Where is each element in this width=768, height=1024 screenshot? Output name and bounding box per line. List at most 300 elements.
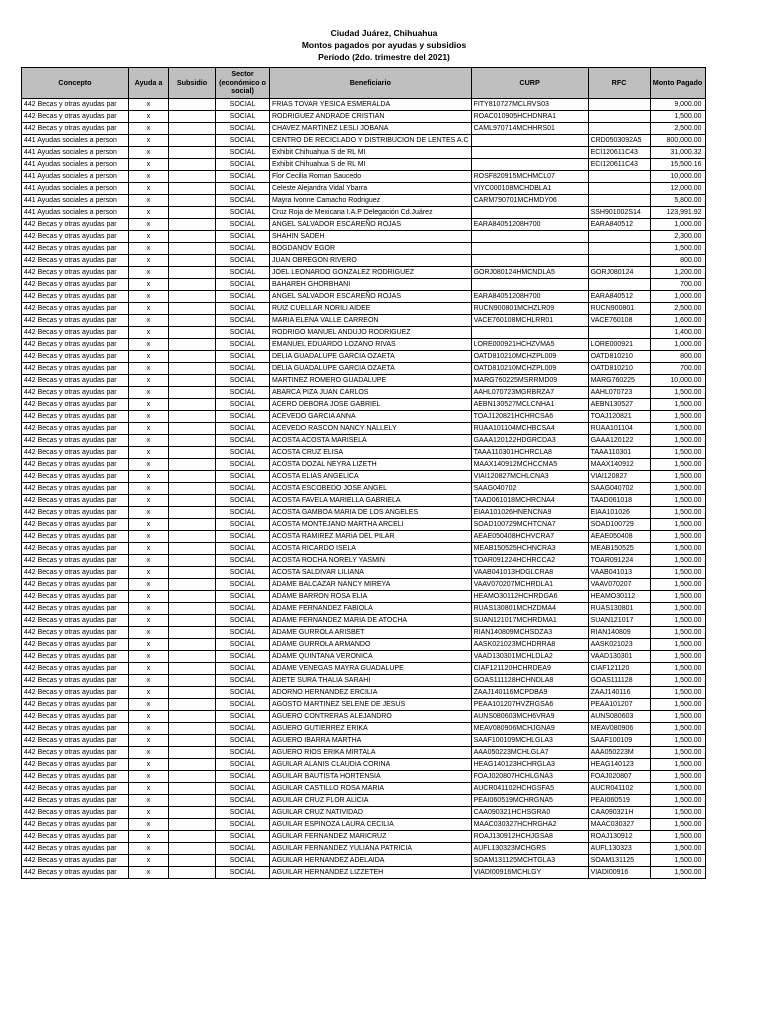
monto-cell: 5,800.00 xyxy=(650,195,705,207)
monto-cell: 700.00 xyxy=(650,279,705,291)
sector-cell: SOCIAL xyxy=(216,699,270,711)
sector-cell: SOCIAL xyxy=(216,231,270,243)
curp-cell xyxy=(471,243,588,255)
table-row xyxy=(22,423,706,435)
ayuda-cell: x xyxy=(129,663,169,675)
rfc-cell: CRD0503092A5 xyxy=(588,135,650,147)
sector-cell: SOCIAL xyxy=(216,243,270,255)
ayuda-cell: x xyxy=(129,435,169,447)
subsidio-cell xyxy=(169,603,216,615)
curp-cell: GOAS111128HCHNDLA8 xyxy=(471,675,588,687)
column-header-beneficiario: Beneficiario xyxy=(270,68,472,99)
concepto-cell: 442 Becas y otras ayudas par xyxy=(22,507,129,519)
rfc-cell: SOAD100729 xyxy=(588,519,650,531)
table-row xyxy=(22,567,706,579)
subsidio-cell xyxy=(169,279,216,291)
concepto-cell: 442 Becas y otras ayudas par xyxy=(22,243,129,255)
table-row xyxy=(22,111,706,123)
subsidio-cell xyxy=(169,687,216,699)
table-row xyxy=(22,303,706,315)
table-row xyxy=(22,99,706,111)
subsidio-cell xyxy=(169,291,216,303)
beneficiario-cell: ACEVEDO RASCON NANCY NALLELY xyxy=(270,423,472,435)
ayuda-cell: x xyxy=(129,651,169,663)
curp-cell: AUCR041102HCHGSFA5 xyxy=(471,783,588,795)
ayuda-cell: x xyxy=(129,867,169,879)
subsidio-cell xyxy=(169,843,216,855)
curp-cell: AEBN130527MCLCNHA1 xyxy=(471,399,588,411)
ayuda-cell: x xyxy=(129,267,169,279)
rfc-cell xyxy=(588,171,650,183)
curp-cell: SOAD100729MCHTCNA7 xyxy=(471,519,588,531)
subsidio-cell xyxy=(169,579,216,591)
subsidio-cell xyxy=(169,519,216,531)
concepto-cell: 442 Becas y otras ayudas par xyxy=(22,375,129,387)
sector-cell: SOCIAL xyxy=(216,183,270,195)
curp-cell: EARA84051208H700 xyxy=(471,219,588,231)
beneficiario-cell: DELIA GUADALUPE GARCIA OZAETA xyxy=(270,351,472,363)
monto-cell: 123,991.92 xyxy=(650,207,705,219)
monto-cell: 1,500.00 xyxy=(650,747,705,759)
ayuda-cell: x xyxy=(129,219,169,231)
beneficiario-cell: AGUILAR ESPINOZA LAURA CECILIA xyxy=(270,819,472,831)
subsidio-cell xyxy=(169,447,216,459)
sector-cell: SOCIAL xyxy=(216,279,270,291)
sector-cell: SOCIAL xyxy=(216,207,270,219)
table-row xyxy=(22,339,706,351)
beneficiario-cell: RODRIGUEZ ANDRADE CRISTIAN xyxy=(270,111,472,123)
beneficiario-cell: ADAME FERNANDEZ MARIA DE ATOCHA xyxy=(270,615,472,627)
rfc-cell: MAAX140912 xyxy=(588,459,650,471)
ayuda-cell: x xyxy=(129,795,169,807)
concepto-cell: 442 Becas y otras ayudas par xyxy=(22,123,129,135)
beneficiario-cell: AGUILAR HERNANDEZ ADELAIDA xyxy=(270,855,472,867)
ayuda-cell: x xyxy=(129,147,169,159)
table-row xyxy=(22,603,706,615)
sector-cell: SOCIAL xyxy=(216,723,270,735)
ayuda-cell: x xyxy=(129,351,169,363)
sector-cell: SOCIAL xyxy=(216,579,270,591)
table-row xyxy=(22,687,706,699)
monto-cell: 1,500.00 xyxy=(650,495,705,507)
subsidio-cell xyxy=(169,867,216,879)
subsidio-cell xyxy=(169,207,216,219)
concepto-cell: 442 Becas y otras ayudas par xyxy=(22,711,129,723)
concepto-cell: 442 Becas y otras ayudas par xyxy=(22,555,129,567)
subsidio-cell xyxy=(169,123,216,135)
ayuda-cell: x xyxy=(129,399,169,411)
sector-cell: SOCIAL xyxy=(216,627,270,639)
curp-cell: RIAN140809MCHSDZA3 xyxy=(471,627,588,639)
subsidio-cell xyxy=(169,711,216,723)
ayuda-cell: x xyxy=(129,195,169,207)
monto-cell: 1,500.00 xyxy=(650,579,705,591)
monto-cell: 1,500.00 xyxy=(650,831,705,843)
concepto-cell: 441 Ayudas sociales a person xyxy=(22,147,129,159)
beneficiario-cell: ACEVEDO GARCIA ANNA xyxy=(270,411,472,423)
monto-cell: 2,500.00 xyxy=(650,303,705,315)
concepto-cell: 442 Becas y otras ayudas par xyxy=(22,747,129,759)
monto-cell: 10,000.00 xyxy=(650,171,705,183)
rfc-cell: VIADI00916 xyxy=(588,867,650,879)
ayuda-cell: x xyxy=(129,483,169,495)
monto-cell: 1,000.00 xyxy=(650,219,705,231)
sector-cell: SOCIAL xyxy=(216,735,270,747)
sector-cell: SOCIAL xyxy=(216,435,270,447)
sector-cell: SOCIAL xyxy=(216,159,270,171)
beneficiario-cell: ADORNO HERNANDEZ ERCILIA xyxy=(270,687,472,699)
ayuda-cell: x xyxy=(129,819,169,831)
monto-cell: 1,500.00 xyxy=(650,567,705,579)
rfc-cell xyxy=(588,111,650,123)
monto-cell: 1,000.00 xyxy=(650,291,705,303)
rfc-cell: SSH901002S14 xyxy=(588,207,650,219)
ayuda-cell: x xyxy=(129,603,169,615)
concepto-cell: 442 Becas y otras ayudas par xyxy=(22,771,129,783)
rfc-cell: OATD810210 xyxy=(588,363,650,375)
beneficiario-cell: Mayra Ivonne Camacho Rodriguez xyxy=(270,195,472,207)
curp-cell: VIYC000108MCHDBLA1 xyxy=(471,183,588,195)
monto-cell: 800.00 xyxy=(650,351,705,363)
sector-cell: SOCIAL xyxy=(216,831,270,843)
monto-cell: 1,500.00 xyxy=(650,627,705,639)
beneficiario-cell: AGUERO IBARRA MARTHA xyxy=(270,735,472,747)
rfc-cell: TOAR091224 xyxy=(588,555,650,567)
ayuda-cell: x xyxy=(129,291,169,303)
subsidio-cell xyxy=(169,387,216,399)
ayuda-cell: x xyxy=(129,555,169,567)
sector-cell: SOCIAL xyxy=(216,219,270,231)
concepto-cell: 442 Becas y otras ayudas par xyxy=(22,231,129,243)
ayuda-cell: x xyxy=(129,579,169,591)
concepto-cell: 442 Becas y otras ayudas par xyxy=(22,579,129,591)
sector-cell: SOCIAL xyxy=(216,819,270,831)
table-row xyxy=(22,195,706,207)
concepto-cell: 442 Becas y otras ayudas par xyxy=(22,315,129,327)
concepto-cell: 442 Becas y otras ayudas par xyxy=(22,459,129,471)
curp-cell: VACE760108MCHLRR01 xyxy=(471,315,588,327)
ayuda-cell: x xyxy=(129,711,169,723)
table-row xyxy=(22,531,706,543)
sector-cell: SOCIAL xyxy=(216,771,270,783)
table-row xyxy=(22,267,706,279)
curp-cell: TOAR091224HCHRCCA2 xyxy=(471,555,588,567)
beneficiario-cell: ANGEL SALVADOR ESCAREÑO ROJAS xyxy=(270,291,472,303)
monto-cell: 1,500.00 xyxy=(650,483,705,495)
table-row xyxy=(22,771,706,783)
table-row xyxy=(22,555,706,567)
monto-cell: 1,400.00 xyxy=(650,327,705,339)
subsidio-cell xyxy=(169,231,216,243)
subsidio-cell xyxy=(169,327,216,339)
subsidio-cell xyxy=(169,411,216,423)
table-row xyxy=(22,675,706,687)
table-row xyxy=(22,351,706,363)
sector-cell: SOCIAL xyxy=(216,687,270,699)
ayuda-cell: x xyxy=(129,699,169,711)
monto-cell: 1,500.00 xyxy=(650,651,705,663)
rfc-cell: EIAA101026 xyxy=(588,507,650,519)
curp-cell xyxy=(471,255,588,267)
concepto-cell: 442 Becas y otras ayudas par xyxy=(22,543,129,555)
monto-cell: 800,000.00 xyxy=(650,135,705,147)
sector-cell: SOCIAL xyxy=(216,267,270,279)
subsidio-cell xyxy=(169,663,216,675)
rfc-cell: TAAA110301 xyxy=(588,447,650,459)
sector-cell: SOCIAL xyxy=(216,795,270,807)
curp-cell: LORE000921HCHZVMA5 xyxy=(471,339,588,351)
sector-cell: SOCIAL xyxy=(216,807,270,819)
table-row xyxy=(22,327,706,339)
subsidio-cell xyxy=(169,267,216,279)
sector-cell: SOCIAL xyxy=(216,675,270,687)
column-header-curp: CURP xyxy=(471,68,588,99)
rfc-cell: GAAA120122 xyxy=(588,435,650,447)
sector-cell: SOCIAL xyxy=(216,507,270,519)
rfc-cell: MARG760225 xyxy=(588,375,650,387)
curp-cell: AUFL130323MCHGRS xyxy=(471,843,588,855)
monto-cell: 1,000.00 xyxy=(650,339,705,351)
ayuda-cell: x xyxy=(129,387,169,399)
rfc-cell: ROAJ130912 xyxy=(588,831,650,843)
subsidio-cell xyxy=(169,339,216,351)
subsidio-cell xyxy=(169,255,216,267)
curp-cell xyxy=(471,147,588,159)
curp-cell: VAAD130301MCHLDLA2 xyxy=(471,651,588,663)
concepto-cell: 442 Becas y otras ayudas par xyxy=(22,567,129,579)
monto-cell: 1,500.00 xyxy=(650,435,705,447)
concepto-cell: 442 Becas y otras ayudas par xyxy=(22,483,129,495)
subsidio-cell xyxy=(169,183,216,195)
concepto-cell: 442 Becas y otras ayudas par xyxy=(22,111,129,123)
beneficiario-cell: CHAVEZ MARTINEZ LESLI JOBANA xyxy=(270,123,472,135)
rfc-cell: HEAMO30112 xyxy=(588,591,650,603)
ayuda-cell: x xyxy=(129,531,169,543)
sector-cell: SOCIAL xyxy=(216,567,270,579)
curp-cell: ROAC010905HCHDNRA1 xyxy=(471,111,588,123)
subsidio-cell xyxy=(169,771,216,783)
rfc-cell xyxy=(588,123,650,135)
beneficiario-cell: ACOSTA MONTEJANO MARTHA ARCELI xyxy=(270,519,472,531)
monto-cell: 1,500.00 xyxy=(650,687,705,699)
subsidio-cell xyxy=(169,747,216,759)
monto-cell: 2,300.00 xyxy=(650,231,705,243)
ayuda-cell: x xyxy=(129,747,169,759)
concepto-cell: 442 Becas y otras ayudas par xyxy=(22,651,129,663)
rfc-cell: AAA050223M xyxy=(588,747,650,759)
rfc-cell: MAAC030327 xyxy=(588,819,650,831)
subsidio-cell xyxy=(169,531,216,543)
beneficiario-cell: ADAME FERNANDEZ FABIOLA xyxy=(270,603,472,615)
ayuda-cell: x xyxy=(129,519,169,531)
rfc-cell: TAAD061018 xyxy=(588,495,650,507)
monto-cell: 1,500.00 xyxy=(650,735,705,747)
monto-cell: 1,500.00 xyxy=(650,711,705,723)
curp-cell: SAAG040702 xyxy=(471,483,588,495)
sector-cell: SOCIAL xyxy=(216,531,270,543)
concepto-cell: 442 Becas y otras ayudas par xyxy=(22,687,129,699)
concepto-cell: 442 Becas y otras ayudas par xyxy=(22,327,129,339)
rfc-cell: TOAJ120821 xyxy=(588,411,650,423)
rfc-cell: SOAM131125 xyxy=(588,855,650,867)
sector-cell: SOCIAL xyxy=(216,147,270,159)
sector-cell: SOCIAL xyxy=(216,387,270,399)
table-row xyxy=(22,315,706,327)
beneficiario-cell: AGUILAR ALANIS CLAUDIA CORINA xyxy=(270,759,472,771)
curp-cell: MAAX140912MCHCCMA5 xyxy=(471,459,588,471)
sector-cell: SOCIAL xyxy=(216,135,270,147)
beneficiario-cell: ACOSTA ELIAS ANGELICA xyxy=(270,471,472,483)
ayuda-cell: x xyxy=(129,159,169,171)
table-row xyxy=(22,447,706,459)
curp-cell: VIADI00916MCHLGY xyxy=(471,867,588,879)
curp-cell xyxy=(471,207,588,219)
rfc-cell: EARA840512 xyxy=(588,291,650,303)
beneficiario-cell: AGUERO RIOS ERIKA MIRTALA xyxy=(270,747,472,759)
ayuda-cell: x xyxy=(129,123,169,135)
curp-cell: CAML970714MCHHRS01 xyxy=(471,123,588,135)
beneficiario-cell: AGUILAR FERNANDEZ MARICRUZ xyxy=(270,831,472,843)
table-row xyxy=(22,795,706,807)
sector-cell: SOCIAL xyxy=(216,423,270,435)
ayuda-cell: x xyxy=(129,771,169,783)
sector-cell: SOCIAL xyxy=(216,171,270,183)
monto-cell: 12,000.00 xyxy=(650,183,705,195)
curp-cell: OATD810210MCHZPL009 xyxy=(471,351,588,363)
subsidio-cell xyxy=(169,471,216,483)
header-period: Período (2do. trimestre del 2021) xyxy=(318,52,450,62)
monto-cell: 1,500.00 xyxy=(650,399,705,411)
rfc-cell: GOAS111128 xyxy=(588,675,650,687)
monto-cell: 1,500.00 xyxy=(650,507,705,519)
monto-cell: 1,500.00 xyxy=(650,723,705,735)
ayuda-cell: x xyxy=(129,447,169,459)
monto-cell: 1,500.00 xyxy=(650,387,705,399)
concepto-cell: 442 Becas y otras ayudas par xyxy=(22,471,129,483)
table-row xyxy=(22,507,706,519)
subsidio-cell xyxy=(169,723,216,735)
subsidio-cell xyxy=(169,651,216,663)
beneficiario-cell: ADAME BARRON ROSA ELIA xyxy=(270,591,472,603)
sector-cell: SOCIAL xyxy=(216,603,270,615)
table-row xyxy=(22,135,706,147)
sector-cell: SOCIAL xyxy=(216,375,270,387)
sector-cell: SOCIAL xyxy=(216,339,270,351)
beneficiario-cell: EMANUEL EDUARDO LOZANO RIVAS xyxy=(270,339,472,351)
rfc-cell: AEBN130527 xyxy=(588,399,650,411)
table-header-row xyxy=(22,68,706,99)
beneficiario-cell: AGUERO CONTRERAS ALEJANDRO xyxy=(270,711,472,723)
ayuda-cell: x xyxy=(129,135,169,147)
beneficiario-cell: MARIA ELENA VALLE CARREON xyxy=(270,315,472,327)
table-row xyxy=(22,843,706,855)
beneficiario-cell: AGUILAR FERNANDEZ YULIANA PATRICIA xyxy=(270,843,472,855)
header-city: Ciudad Juárez, Chihuahua xyxy=(330,28,438,38)
monto-cell: 1,500.00 xyxy=(650,639,705,651)
beneficiario-cell: BAHAREH GHORBHANI xyxy=(270,279,472,291)
column-header-ayuda: Ayuda a xyxy=(129,68,169,99)
ayuda-cell: x xyxy=(129,639,169,651)
subsidio-cell xyxy=(169,171,216,183)
rfc-cell: OATD810210 xyxy=(588,351,650,363)
beneficiario-cell: ACOSTA ACOSTA MARISELA xyxy=(270,435,472,447)
curp-cell: RUAA101104MCHBCSA4 xyxy=(471,423,588,435)
sector-cell: SOCIAL xyxy=(216,519,270,531)
curp-cell: ROAJ130912HCHJGSA8 xyxy=(471,831,588,843)
monto-cell: 1,500.00 xyxy=(650,663,705,675)
subsidio-cell xyxy=(169,195,216,207)
table-row xyxy=(22,279,706,291)
concepto-cell: 441 Ayudas sociales a person xyxy=(22,195,129,207)
table-row xyxy=(22,627,706,639)
ayuda-cell: x xyxy=(129,339,169,351)
concepto-cell: 442 Becas y otras ayudas par xyxy=(22,99,129,111)
monto-cell: 1,500.00 xyxy=(650,699,705,711)
curp-cell: TAAD061018MCHRCNA4 xyxy=(471,495,588,507)
curp-cell: CIAF121120HCHRDEA9 xyxy=(471,663,588,675)
monto-cell: 1,500.00 xyxy=(650,423,705,435)
rfc-cell: VAAB041013 xyxy=(588,567,650,579)
subsidio-cell xyxy=(169,627,216,639)
subsidio-cell xyxy=(169,99,216,111)
monto-cell: 1,500.00 xyxy=(650,603,705,615)
monto-cell: 15,500.16 xyxy=(650,159,705,171)
rfc-cell: CIAF121120 xyxy=(588,663,650,675)
rfc-cell: SUAN121017 xyxy=(588,615,650,627)
curp-cell: EARA84051208H700 xyxy=(471,291,588,303)
subsidio-cell xyxy=(169,135,216,147)
ayuda-cell: x xyxy=(129,171,169,183)
rfc-cell: AEAE050408 xyxy=(588,531,650,543)
table-row xyxy=(22,699,706,711)
table-row xyxy=(22,759,706,771)
table-row xyxy=(22,291,706,303)
ayuda-cell: x xyxy=(129,855,169,867)
curp-cell: PEAA101207HVZRGSA6 xyxy=(471,699,588,711)
beneficiario-cell: ACOSTA ROCHA NORELY YASMIN xyxy=(270,555,472,567)
rfc-cell xyxy=(588,99,650,111)
concepto-cell: 442 Becas y otras ayudas par xyxy=(22,399,129,411)
concepto-cell: 442 Becas y otras ayudas par xyxy=(22,591,129,603)
rfc-cell: VIAI120827 xyxy=(588,471,650,483)
column-header-concepto: Concepto xyxy=(22,68,129,99)
subsidio-cell xyxy=(169,219,216,231)
rfc-cell: SAAG040702 xyxy=(588,483,650,495)
concepto-cell: 442 Becas y otras ayudas par xyxy=(22,219,129,231)
sector-cell: SOCIAL xyxy=(216,471,270,483)
curp-cell xyxy=(471,159,588,171)
beneficiario-cell: ACOSTA DOZAL NEYRA LIZETH xyxy=(270,459,472,471)
subsidio-cell xyxy=(169,759,216,771)
ayuda-cell: x xyxy=(129,735,169,747)
monto-cell: 1,500.00 xyxy=(650,843,705,855)
rfc-cell: ECI120611C43 xyxy=(588,159,650,171)
monto-cell: 1,500.00 xyxy=(650,459,705,471)
curp-cell: MARG760225MSRRMD09 xyxy=(471,375,588,387)
concepto-cell: 442 Becas y otras ayudas par xyxy=(22,735,129,747)
sector-cell: SOCIAL xyxy=(216,651,270,663)
table-row xyxy=(22,651,706,663)
curp-cell: AAHL070723MGRBRZA7 xyxy=(471,387,588,399)
concepto-cell: 442 Becas y otras ayudas par xyxy=(22,387,129,399)
rfc-cell: SAAF100109 xyxy=(588,735,650,747)
curp-cell: PEAI060519MCHRGNA5 xyxy=(471,795,588,807)
subsidio-cell xyxy=(169,363,216,375)
subsidio-cell xyxy=(169,615,216,627)
curp-cell: ZAAJ140116MCPDBA9 xyxy=(471,687,588,699)
rfc-cell: ECI120611C43 xyxy=(588,147,650,159)
subsidio-cell xyxy=(169,351,216,363)
